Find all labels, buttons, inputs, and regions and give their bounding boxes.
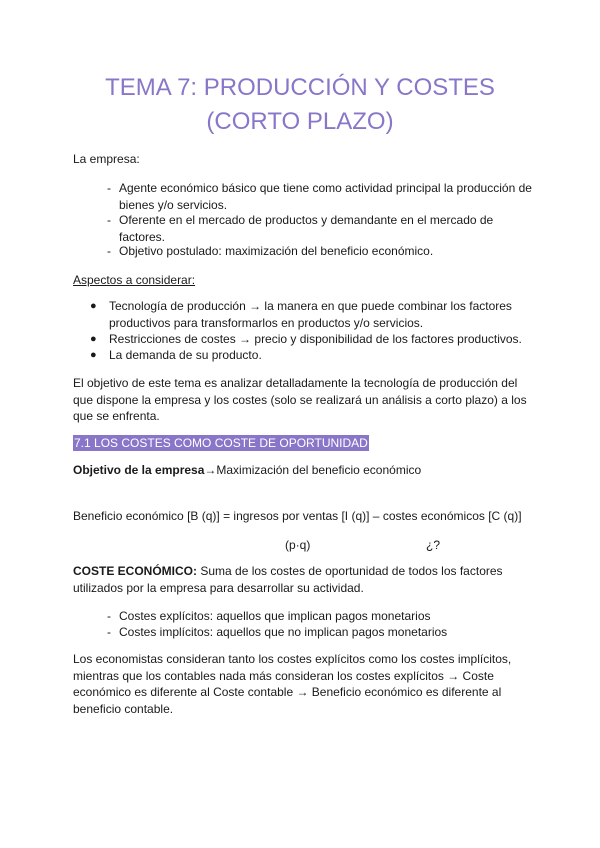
dash-marker: - [107,181,111,195]
coste-economico-paragraph [73,563,533,596]
coste-economico-bold: COSTE ECONÓMICO: [73,564,198,578]
page-title: TEMA 7: PRODUCCIÓN Y COSTES [105,74,495,101]
formula-note-costes: ¿? [426,538,441,552]
dash-marker: - [107,609,111,623]
list-item [107,212,537,245]
bullet-marker: ● [90,349,97,361]
list-item-text: Oferente en el mercado de productos y demandante en el mercado de factores. [119,213,494,244]
section-heading: 7.1 LOS COSTES COMO COSTE DE OPORTUNIDAD [74,436,368,450]
bullet-item [90,331,550,348]
page-title-line-2: (CORTO PLAZO) [206,108,394,135]
bullet-item-text: Restricciones de costes → precio y disponibilidad de los factores productivos. [109,332,522,346]
bullet-item-text: Tecnología de producción → la manera en que puede combinar los factores productivos para transformarlos en productos y/o servicios. [109,299,512,330]
bullet-marker: ● [90,333,97,345]
bullet-item-text: La demanda de su producto. [109,348,262,362]
bullet-marker: ● [90,300,97,312]
list-item [107,243,537,260]
list-item [107,180,537,213]
aspectos-label: Aspectos a considerar: [73,273,196,287]
dash-marker: - [107,213,111,227]
formula-line: Beneficio económico [B (q)] = ingresos por ventas [I (q)] – costes económicos [C (q)] [73,509,522,523]
list-item [107,608,537,625]
empresa-label: La empresa: [73,152,140,166]
coste-economico-rest: Suma de los costes de oportunidad de todos los factores utilizados por la empresa para desarrollar su actividad. [73,564,503,595]
conclusion-paragraph: Los economistas consideran tanto los costes explícitos como los costes implícitos, mientras que los contables nada más consideran los costes explícitos → Coste económico es diferente al Coste contable → Beneficio económico es diferente al beneficio contable. [73,652,512,716]
list-item-text: Agente económico básico que tiene como actividad principal la producción de bienes y/o servicios. [119,181,532,212]
objetivo-empresa-line [73,462,421,479]
bullet-item [90,347,550,364]
list-item-text: Objetivo postulado: maximización del beneficio económico. [119,244,434,258]
list-item [107,624,537,641]
list-item-text: Costes explícitos: aquellos que implican pagos monetarios [119,609,431,623]
formula-note-ingresos: (p·q) [285,538,311,552]
objetivo-empresa-bold: Objetivo de la empresa [73,463,205,477]
bullet-item [90,298,550,331]
objetivo-tema-paragraph: El objetivo de este tema es analizar detalladamente la tecnología de producción del que dispone la empresa y los costes (solo se realizará un análisis a corto plazo) a los que se enfrenta. [73,376,527,423]
dash-marker: - [107,244,111,258]
objetivo-empresa-rest: →Maximización del beneficio económico [204,463,422,477]
list-item-text: Costes implícitos: aquellos que no implican pagos monetarios [119,625,448,639]
dash-marker: - [107,625,111,639]
